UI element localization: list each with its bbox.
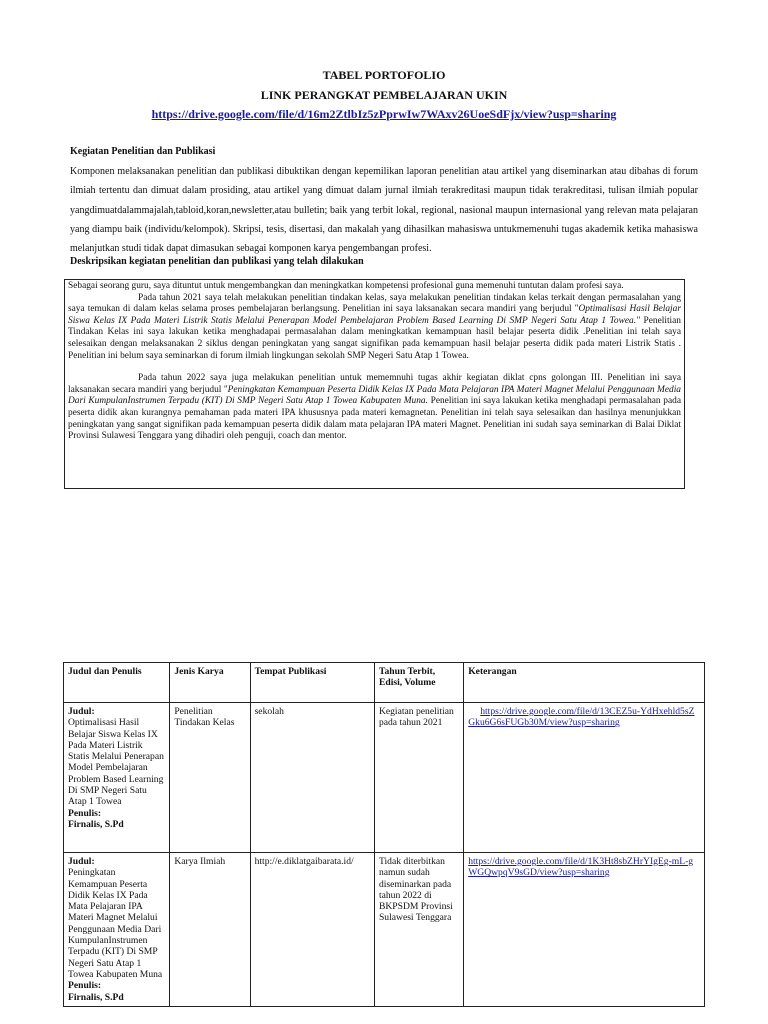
document-title: TABEL PORTOFOLIO [322,68,446,82]
description-box [64,279,685,489]
cell-judul [64,853,170,1007]
judul-label: Judul: [68,706,95,717]
keterangan-link[interactable]: https://drive.google.com/file/d/13CEZ5u-YdHxehld5sZGku6G6sFUGb30M/view?usp=sharing [468,706,695,729]
cell-jenis: Penelitian Tindakan Kelas [170,703,250,853]
header-jenis: Jenis Karya [170,663,250,703]
paragraph-3-text-b: Penelitian ini saya lakukan ketika menghadapi permasalahan pada peserta didik akan kurangnya pemahaman pada materi IPA khususnya pada materi kemagnetan. Penelitian ini telah saya selesaikan dan hasilnya menunjukkan peningkatan yang sangat signifikan pada kemampuan peserta didik dalam mata pelajaran IPA materi Magnet. Penelitian ini sudah saya seminarkan di Balai Diklat Provinsi Sulawesi Tenggara yang dihadiri oleh penguji, coach dan mentor. [68,396,681,442]
paragraph-2-title: Optimalisasi Hasil Belajar Siswa Kelas IX Pada Materi Listrik Statis Melalui Penerapan Model Pembelajaran Problem Based Learning Di SMP Negeri Satu Atap 1 Towea." [68,304,681,326]
penulis-name: Firnalis, S.Pd [68,991,124,1003]
header-tempat: Tempat Publikasi [250,663,374,703]
description-paragraph-1: Sebagai seorang guru, saya dituntut untuk mengembangkan dan meningkatkan kompetensi profesional guna memenuhi tuntutan dalam profesi saya. [68,281,624,291]
cell-tempat: sekolah [250,703,374,853]
description-paragraph-3 [68,373,681,443]
header-link-wrap [0,107,768,122]
section-heading: Kegiatan Penelitian dan Publikasi [70,146,216,157]
judul-text: Optimalisasi Hasil Belajar Siswa Kelas IX Pada Materi Listrik Statis Melalui Penerapan Model Pembelajaran Problem Based Learning Di SMP Negeri Satu Atap 1 Towea [68,717,164,808]
cell-jenis: Karya Ilmiah [170,853,250,1007]
section-subheading: Deskripsikan kegiatan penelitian dan publikasi yang telah dilakukan [70,256,364,267]
document-subtitle: LINK PERANGKAT PEMBELAJARAN UKIN [260,88,508,102]
penulis-name: Firnalis, S.Pd [68,818,124,830]
keterangan-link[interactable]: https://drive.google.com/file/d/1K3Ht8sbZHrYIgEg-mL-gWGQwpqV9sGD/view?usp=sharing [468,856,694,879]
header-keterangan: Keterangan [464,663,705,703]
cell-tahun: Kegiatan penelitian pada tahun 2021 [374,703,463,853]
cell-keterangan [464,703,705,853]
section-intro: Komponen melaksanakan penelitian dan publikasi dibuktikan dengan kepemilikan laporan penelitian atau artikel yang diseminarkan atau dibahas di forum ilmiah tertentu dan dimuat dalam prosiding, atau artikel yang dimuat dalam jurnal ilmiah terakreditasi maupun tidak terakreditasi, tulisan ilmiah popular yangdimuatdalammajalah,tabloid,koran,newsletter,atau bulletin; baik yang terbit lokal, regional, nasional maupun internasional yang relevan mata pelajaran yang diampu baik (individu/kelompok). Skripsi, tesis, disertasi, dan makalah yang dihasilkan mahasiswa untukmemenuhi tugas akademik ketika mahasiswa melanjutkan studi tidak dapat dimasukan sebagai komponen karya pengembangan profesi. [70,166,698,255]
cell-tempat: http://e.diklatgaibarata.id/ [250,853,374,1007]
penulis-label: Penulis: [68,980,102,992]
cell-judul [64,703,170,853]
paragraph-3-title: Peningkatan Kemampuan Peserta Didik Kelas IX Pada Mata Pelajaran IPA Materi Magnet Melalui Penggunaan Media Dari KumpulanInstrumen Terpadu (KIT) Di SMP Negeri Satu Atap 1 Towea Kabupaten Muna. [68,384,681,407]
paragraph-3-text-a: Pada tahun 2022 saya juga melakukan penelitian untuk mememnuhi tugas akhir kegiatan diklat cpns golongan III. Penelitian ini saya laksanakan secara mandiri yang berjudul " [68,373,681,395]
paragraph-gap [68,362,681,373]
table-row [64,853,705,1007]
header-tahun: Tahun Terbit, Edisi, Volume [374,663,463,703]
cell-keterangan [464,853,705,1007]
table-row [64,703,705,853]
description-paragraph-2 [68,293,681,363]
paragraph-2-text-a: Pada tahun 2021 saya telah melakukan penelitian tindakan kelas, saya melakukan penelitian tindakan kelas terkait dengan permasalahan yang saya temukan di dalam kelas selama proses pembelajaran berlangsung. Penelitian ini saya laksanakan secara mandiri yang berjudul " [68,292,681,315]
table-header-row [64,663,705,703]
drive-link[interactable]: https://drive.google.com/file/d/16m2ZtlbIz5zPprwIw7WAxv26UoeSdFjx/view?usp=sharing [151,107,617,121]
portfolio-table [63,662,705,1007]
paragraph-2-text-b: Penelitian Tindakan Kelas ini saya lakukan ketika menghadapai permasalahan dalam meningkatkan kemampuan hasil belajar peserta didik .Penelitian ini telah saya selesaikan dengan melaksanakan 2 siklus dengan peningkatan yang sangat signifikan pada kemampuan hasil belajar peserta didik pada materi Listrik Statis . Penelitian ini belum saya seminarkan di forum ilmiah lingkungan sekolah SMP Negeri Satu Atap 1 Towea. [68,315,681,361]
header-judul: Judul dan Penulis [64,663,170,703]
judul-label: Judul: [68,856,95,867]
judul-text: Peningkatan Kemampuan Peserta Didik Kelas IX Pada Mata Pelajaran IPA Materi Magnet Melalui Penggunaan Media Dari KumpulanInstrumen Terpadu (KIT) Di SMP Negeri Satu Atap 1 Towea Kabupaten Muna [68,867,163,980]
penulis-label: Penulis: [68,807,102,819]
cell-tahun: Tidak diterbitkan namun sudah diseminarkan pada tahun 2022 di BKPSDM Provinsi Sulawesi Tenggara [374,853,463,1007]
